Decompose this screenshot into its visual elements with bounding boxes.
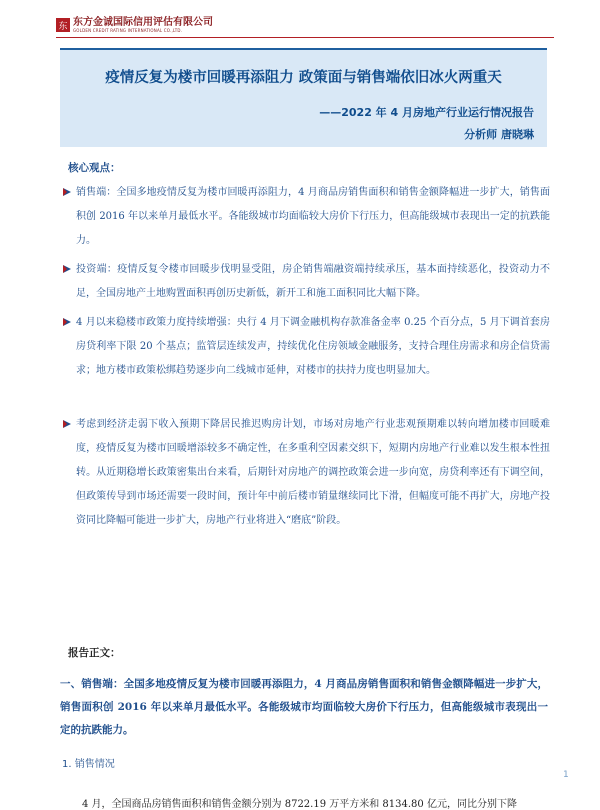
company-name-cn: 东方金诚国际信用评估有限公司	[73, 16, 213, 28]
diamond-bullet-icon	[62, 264, 72, 274]
key-point-text: 4 月以来稳楼市政策力度持续增强：央行 4 月下调金融机构存款准备金率 0.25 个百分点，5 月下调首套房房贷利率下限 20 个基点；监管层连续发声，持续优化住房领域金融服务，支持合理住房需求和房企信贷需求；地方楼市政策松绑趋势逐步向二线城市延伸，对楼市的扶持力度也明显加大。	[76, 317, 550, 376]
key-point-text: 投资端：疫情反复令楼市回暖步伐明显受阻，房企销售端融资端持续承压，基本面持续恶化，投资动力不足，全国房地产土地购置面积再创历史新低，新开工和施工面积同比大幅下降。	[76, 264, 550, 299]
report-body-heading: 报告正文：	[68, 647, 121, 659]
key-points-heading: 核心观点：	[68, 162, 121, 174]
body-paragraph: 4 月，全国商品房销售面积和销售金额分别为 8722.19 万平方米和 8134.80 亿元，同比分别下降	[82, 799, 517, 810]
key-point-item	[62, 311, 550, 383]
title-banner	[60, 48, 547, 147]
section-1-title: 一、销售端：全国多地疫情反复为楼市回暖再添阻力，4 月商品房销售面积和销售金额降幅进一步扩大，销售面积创 2016 年以来单月最低水平。各能级城市均面临较大房价下行压力，但高能级城市表现出一定的抗跌能力。	[60, 678, 548, 736]
company-name	[73, 18, 213, 33]
key-point-item	[62, 258, 550, 306]
report-title: 疫情反复为楼市回暖再添阻力 政策面与销售端依旧冰火两重天	[105, 70, 502, 86]
report-author: 分析师 唐晓琳	[464, 128, 534, 141]
report-subtitle: ——2022 年 4 月房地产行业运行情况报告	[319, 106, 534, 119]
header-divider	[56, 37, 554, 38]
subsection-1-title: 1. 销售情况	[62, 759, 115, 770]
page-number: 1	[563, 770, 569, 780]
logo-icon: 东	[56, 18, 70, 32]
key-point-item	[62, 181, 550, 253]
key-point-text: 考虑到经济走弱下收入预期下降居民推迟购房计划，市场对房地产行业悲观预期难以转向增加楼市回暖难度，疫情反复为楼市回暖增添较多不确定性，在多重利空因素交织下，短期内房地产行业难以发生根本性扭转。从近期稳增长政策密集出台来看，后期针对房地产的调控政策会进一步向宽，房贷利率还有下调空间，但政策传导到市场还需要一段时间，预计年中前后楼市销量继续同比下滑，但幅度可能不再扩大，房地产投资同比降幅可能进一步扩大，房地产行业将进入“磨底”阶段。	[76, 419, 550, 526]
diamond-bullet-icon	[62, 187, 72, 197]
key-point-item	[62, 413, 550, 533]
diamond-bullet-icon	[62, 419, 72, 429]
company-header	[56, 14, 213, 36]
key-point-text: 销售端：全国多地疫情反复为楼市回暖再添阻力，4 月商品房销售面积和销售金额降幅进一步扩大，销售面积创 2016 年以来单月最低水平。各能级城市均面临较大房价下行压力，但高能级城市表现出一定的抗跌能力。	[76, 187, 550, 246]
diamond-bullet-icon	[62, 317, 72, 327]
company-name-en: GOLDEN CREDIT RATING INTERNATIONAL CO.,LTD.	[73, 27, 183, 33]
